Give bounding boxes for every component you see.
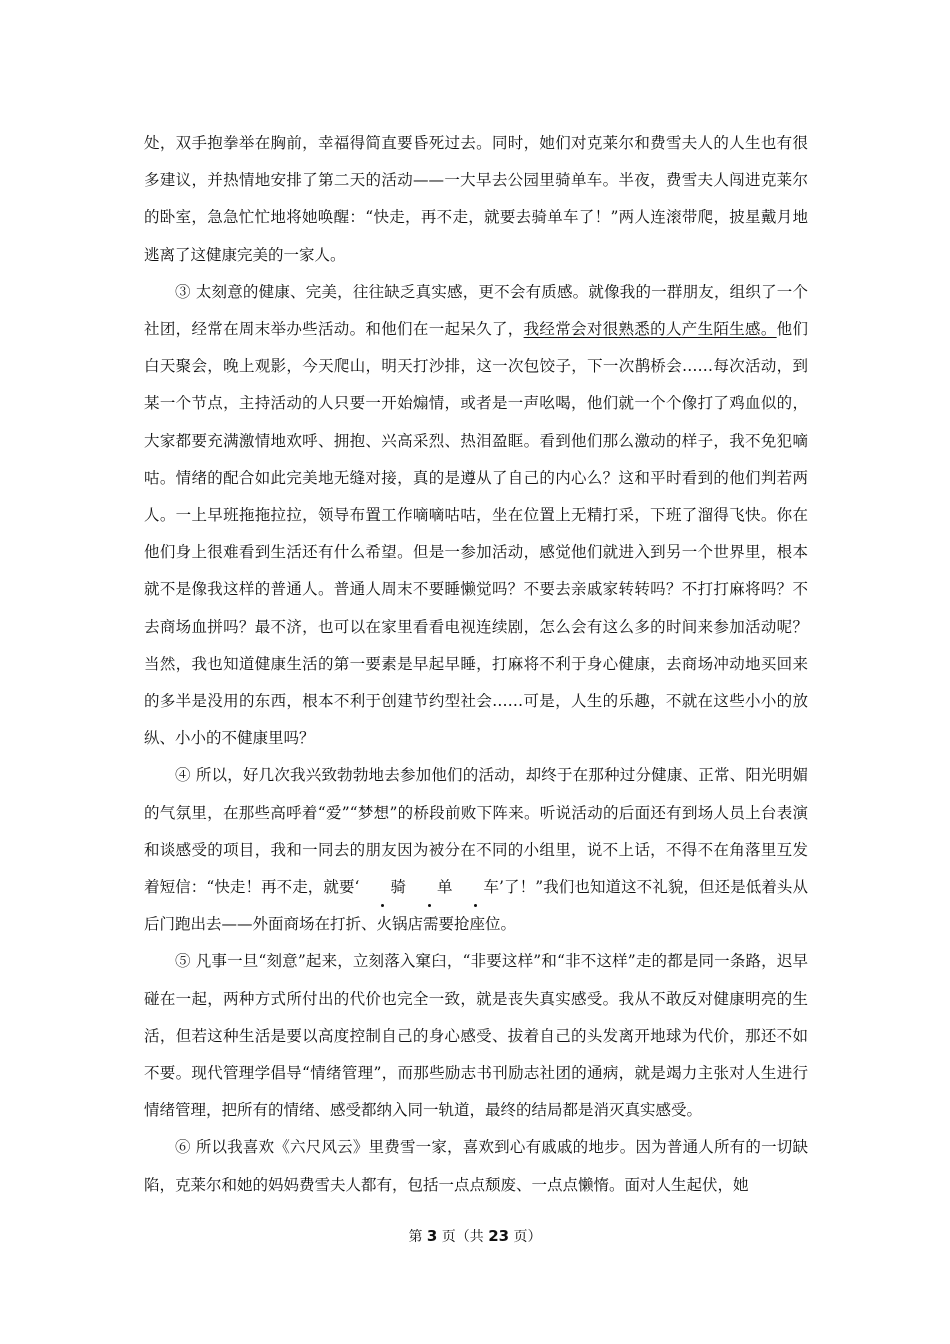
- footer-middle: 页（共: [437, 1229, 489, 1245]
- emphasis-dot-char: 单: [406, 869, 453, 906]
- paragraph-4: [144, 757, 808, 943]
- page-footer: [0, 1226, 950, 1246]
- paragraph-5: ⑤ 凡事一旦“刻意”起来，立刻落入窠臼，“非要这样”和“非不这样”走的都是同一条路，迟早碰在一起，两种方式所付出的代价也完全一致，就是丧失真实感受。我从不敢反对健康明亮的生活，但若这种生活是要以高度控制自己的身心感受、拔着自己的头发离开地球为代价，那还不如不要。现代管理学倡导“情绪管理”，而那些励志书刊励志社团的通病，就是竭力主张对人生进行情绪管理，把所有的情绪、感受都纳入同一轨道，最终的结局都是消灭真实感受。: [144, 952, 808, 1120]
- total-pages: 23: [488, 1227, 510, 1245]
- paragraph-3-text-b: 他们白天聚会，晚上观影，今天爬山，明天打沙排，这一次包饺子，下一次鹊桥会……每次活动，到某一个节点，主持活动的人只要一开始煽情，或者是一声吆喝，他们就一个个像打了鸡血似的，大家都要充满激情地欢呼、拥抱、兴高采烈、热泪盈眶。看到他们那么激动的样子，我不免犯嘀咕。情绪的配合如此完美地无缝对接，真的是遵从了自己的内心么？这和平时看到的他们判若两人。一上早班拖拖拉拉，领导布置工作嘀嘀咕咕，坐在位置上无精打采，下班了溜得飞快。你在他们身上很难看到生活还有什么希望。但是一参加活动，感觉他们就进入到另一个世界里，根本就不是像我这样的普通人。普通人周末不要睡懒觉吗？不要去亲戚家转转吗？不打打麻将吗？不去商场血拼吗？最不济，也可以在家里看看电视连续剧，怎么会有这么多的时间来参加活动呢？当然，我也知道健康生活的第一要素是早起早睡，打麻将不利于身心健康，去商场冲动地买回来的多半是没用的东西，根本不利于创建节约型社会……可是，人生的乐趣，不就在这些小小的放纵、小小的不健康里吗？: [144, 320, 808, 748]
- footer-suffix: 页）: [509, 1229, 542, 1245]
- article-body: [144, 125, 808, 1204]
- paragraph-6: ⑥ 所以我喜欢《六尺风云》里费雪一家，喜欢到心有戚戚的地步。因为普通人所有的一切缺陷，克莱尔和她的妈妈费雪夫人都有，包括一点点颓废、一点点懒惰。面对人生起伏，她: [144, 1138, 808, 1194]
- footer-prefix: 第: [408, 1229, 427, 1245]
- paragraph-4-text-a: ④ 所以，好几次我兴致勃勃地去参加他们的活动，却终于在那种过分健康、正常、阳光明媚的气氛里，在那些高呼着“爱”“梦想”的桥段前败下阵来。听说活动的后面还有到场人员上台表演和谈感受的项目，我和一同去的朋友因为被分在不同的小组里，说不上话，不得不在角落里互发着短信：“快走！再不走，就要‘: [144, 766, 808, 897]
- paragraph-4-text-b: ’了！”我们也知道这不礼貌，但还是低着头从后门跑出去——外面商场在打折、火锅店需要抢座位。: [144, 878, 808, 934]
- underlined-sentence: 我经常会对很熟悉的人产生陌生感。: [523, 320, 777, 339]
- page-number: 3: [426, 1227, 438, 1245]
- emphasis-dot-char: 车: [453, 869, 500, 906]
- paragraph-3: [144, 274, 808, 758]
- paragraph-3-text-a: ③ 太刻意的健康、完美，往往缺乏真实感，更不会有质感。就像我的一群朋友，组织了一个社团，经常在周末举办些活动。和他们在一起呆久了，: [144, 282, 808, 339]
- emphasis-dot-char: 骑: [359, 869, 406, 906]
- paragraph-continued: 处，双手抱拳举在胸前，幸福得简直要昏死过去。同时，她们对克莱尔和费雪夫人的人生也有很多建议，并热情地安排了第二天的活动——一大早去公园里骑单车。半夜，费雪夫人闯进克莱尔的卧室，急急忙忙地将她唤醒：“快走，再不走，就要去骑单车了！”两人连滚带爬，披星戴月地逃离了这健康完美的一家人。: [144, 134, 808, 264]
